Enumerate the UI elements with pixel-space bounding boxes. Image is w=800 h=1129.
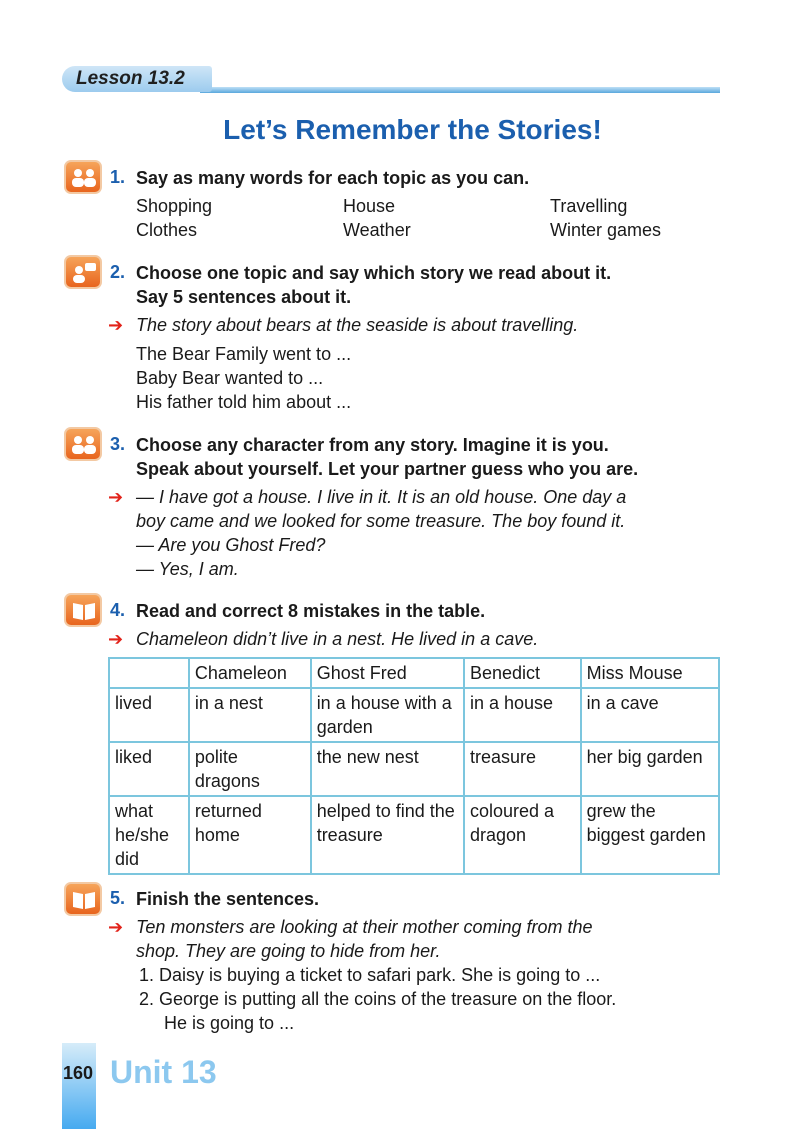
sentence-item: 2. George is putting all the coins of the treasure on the floor. (139, 989, 617, 1009)
task-4-example: Chameleon didn’t live in a nest. He lived in a cave. (136, 629, 539, 649)
table-cell: in a nest (189, 688, 311, 742)
task-2-example: The story about bears at the seaside is about travelling. (136, 315, 579, 335)
task-5-example-line2: shop. They are going to hide from her. (136, 941, 441, 961)
task-3-number: 3. (110, 434, 126, 454)
book-icon (64, 593, 102, 627)
story-line: His father told him about ... (136, 392, 352, 412)
sentence-item-continuation: He is going to ... (164, 1013, 295, 1033)
mistakes-table (108, 657, 720, 875)
topic-word: House (343, 196, 396, 216)
table-cell: in a house with a garden (311, 688, 464, 742)
table-cell: in a cave (581, 688, 719, 742)
lesson-header-line (200, 87, 720, 93)
table-header-row (109, 658, 719, 688)
dialog-line: — I have got a house. I live in it. It is an old house. One day a (136, 487, 627, 507)
page-title: Let’s Remember the Stories! (223, 114, 602, 145)
unit-label: Unit 13 (110, 1054, 217, 1090)
table-header-cell: Miss Mouse (581, 658, 719, 688)
task-5-example-line1: Ten monsters are looking at their mother coming from the (136, 917, 593, 937)
table-cell: polite dragons (189, 742, 311, 796)
topic-word: Weather (343, 220, 411, 240)
table-cell: what he/she did (109, 796, 189, 874)
book-icon (64, 882, 102, 916)
table-cell: coloured a dragon (464, 796, 581, 874)
speaking-icon (64, 255, 102, 289)
table-cell: returned home (189, 796, 311, 874)
table-header-cell (109, 658, 189, 688)
table-cell: liked (109, 742, 189, 796)
topic-word: Winter games (550, 220, 662, 240)
table-cell: in a house (464, 688, 581, 742)
topic-word: Travelling (550, 196, 628, 216)
task-1-heading: Say as many words for each topic as you can. (136, 168, 530, 188)
table-row (109, 796, 719, 874)
page-number: 160 (63, 1063, 94, 1083)
table-cell: lived (109, 688, 189, 742)
pair-work-icon (64, 427, 102, 461)
task-4-heading: Read and correct 8 mistakes in the table. (136, 601, 486, 621)
table-row (109, 688, 719, 742)
dialog-line: — Yes, I am. (136, 559, 239, 579)
table-row (109, 742, 719, 796)
task-2-heading-line1: Choose one topic and say which story we read about it. (136, 263, 612, 283)
table-cell: grew the biggest garden (581, 796, 719, 874)
lesson-label: Lesson 13.2 (62, 66, 212, 92)
task-2-number: 2. (110, 262, 126, 282)
table-header-cell: Ghost Fred (311, 658, 464, 688)
footer-bar (62, 1043, 96, 1129)
task-3-heading-line1: Choose any character from any story. Imagine it is you. (136, 435, 609, 455)
task-5-number: 5. (110, 888, 126, 908)
task-4-number: 4. (110, 600, 126, 620)
task-3-heading-line2: Speak about yourself. Let your partner guess who you are. (136, 459, 639, 479)
task-1-number: 1. (110, 167, 126, 187)
table-header-cell: Chameleon (189, 658, 311, 688)
story-line: Baby Bear wanted to ... (136, 368, 324, 388)
arrow-icon: ➔ (108, 917, 124, 937)
table-header-cell: Benedict (464, 658, 581, 688)
task-5-heading: Finish the sentences. (136, 889, 320, 909)
table-cell: treasure (464, 742, 581, 796)
pair-work-icon (64, 160, 102, 194)
task-2-heading-line2: Say 5 sentences about it. (136, 287, 352, 307)
dialog-line: boy came and we looked for some treasure. The boy found it. (136, 511, 626, 531)
dialog-line: — Are you Ghost Fred? (136, 535, 326, 555)
table-cell: helped to find the treasure (311, 796, 464, 874)
table-cell: the new nest (311, 742, 464, 796)
arrow-icon: ➔ (108, 315, 124, 335)
arrow-icon: ➔ (108, 487, 124, 507)
table-cell: her big garden (581, 742, 719, 796)
arrow-icon: ➔ (108, 629, 124, 649)
topic-word: Shopping (136, 196, 213, 216)
topic-word: Clothes (136, 220, 198, 240)
sentence-item: 1. Daisy is buying a ticket to safari park. She is going to ... (139, 965, 601, 985)
story-line: The Bear Family went to ... (136, 344, 352, 364)
